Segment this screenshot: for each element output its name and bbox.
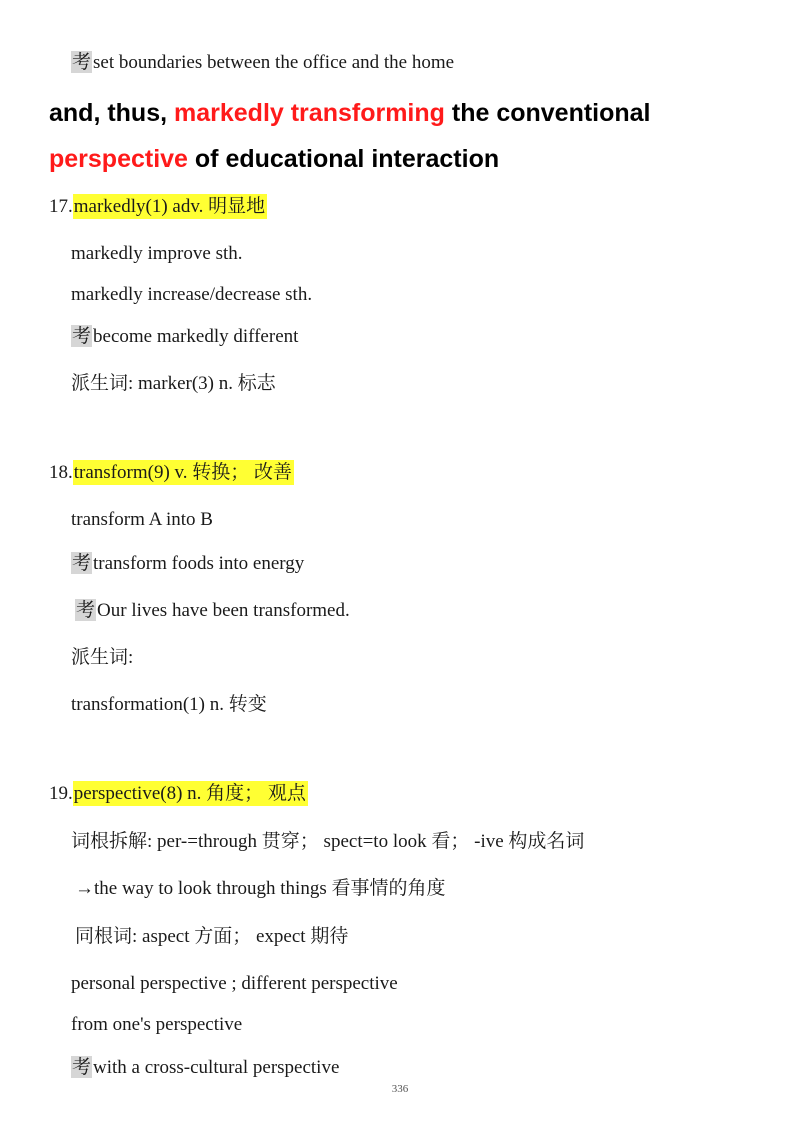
- headword: markedly(1) adv. 明显地: [73, 196, 266, 217]
- entry-text: Our lives have been transformed.: [97, 600, 350, 621]
- intro-line: [71, 49, 454, 76]
- entry-19-line: [71, 1054, 339, 1081]
- exam-mark: 考: [76, 599, 96, 621]
- entry-18-line: [71, 550, 304, 577]
- entry-19-line: 词根拆解: per-=through 贯穿； spect=to look 看； -ive 构成名词: [71, 831, 585, 852]
- exam-mark: 考: [72, 1056, 92, 1078]
- intro-text: set boundaries between the office and the home: [93, 52, 455, 73]
- exam-mark: 考: [72, 51, 92, 73]
- entry-17-line: 派生词: marker(3) n. 标志: [71, 373, 276, 394]
- headword: perspective(8) n. 角度； 观点: [73, 783, 306, 804]
- entry-18-line: transform A into B: [71, 509, 213, 530]
- entry-19-header: [49, 781, 308, 807]
- heading-highlight: markedly transforming: [174, 99, 445, 127]
- entry-19-line: →the way to look through things 看事情的角度: [75, 878, 446, 899]
- heading-text: the conventional: [444, 99, 651, 127]
- entry-number: 17.: [49, 196, 73, 217]
- entry-18-line: transformation(1) n. 转变: [71, 694, 267, 715]
- entry-18-header: [49, 460, 294, 486]
- entry-17-line: markedly increase/decrease sth.: [71, 284, 313, 305]
- page-number: 336: [391, 1083, 409, 1095]
- headword: transform(9) v. 转换； 改善: [73, 462, 293, 483]
- entry-text: transform foods into energy: [93, 553, 305, 574]
- heading-text: and, thus,: [49, 99, 174, 127]
- entry-text: with a cross-cultural perspective: [93, 1057, 340, 1078]
- entry-17-header: [49, 194, 267, 220]
- entry-text: become markedly different: [93, 326, 299, 347]
- entry-19-line: from one's perspective: [71, 1014, 243, 1035]
- exam-mark: 考: [72, 325, 92, 347]
- heading-line-1: [49, 98, 651, 128]
- entry-19-line: personal perspective ; different perspective: [71, 973, 398, 994]
- entry-18-line: [75, 597, 350, 624]
- heading-highlight: perspective: [49, 145, 188, 173]
- heading-text: of educational interaction: [187, 145, 500, 173]
- entry-17-line: markedly improve sth.: [71, 243, 243, 264]
- entry-18-line: 派生词:: [71, 647, 134, 668]
- exam-mark: 考: [72, 552, 92, 574]
- entry-17-line: [71, 323, 298, 350]
- entry-number: 18.: [49, 462, 73, 483]
- heading-line-2: [49, 144, 499, 174]
- entry-number: 19.: [49, 783, 73, 804]
- entry-19-line: 同根词: aspect 方面； expect 期待: [75, 926, 349, 947]
